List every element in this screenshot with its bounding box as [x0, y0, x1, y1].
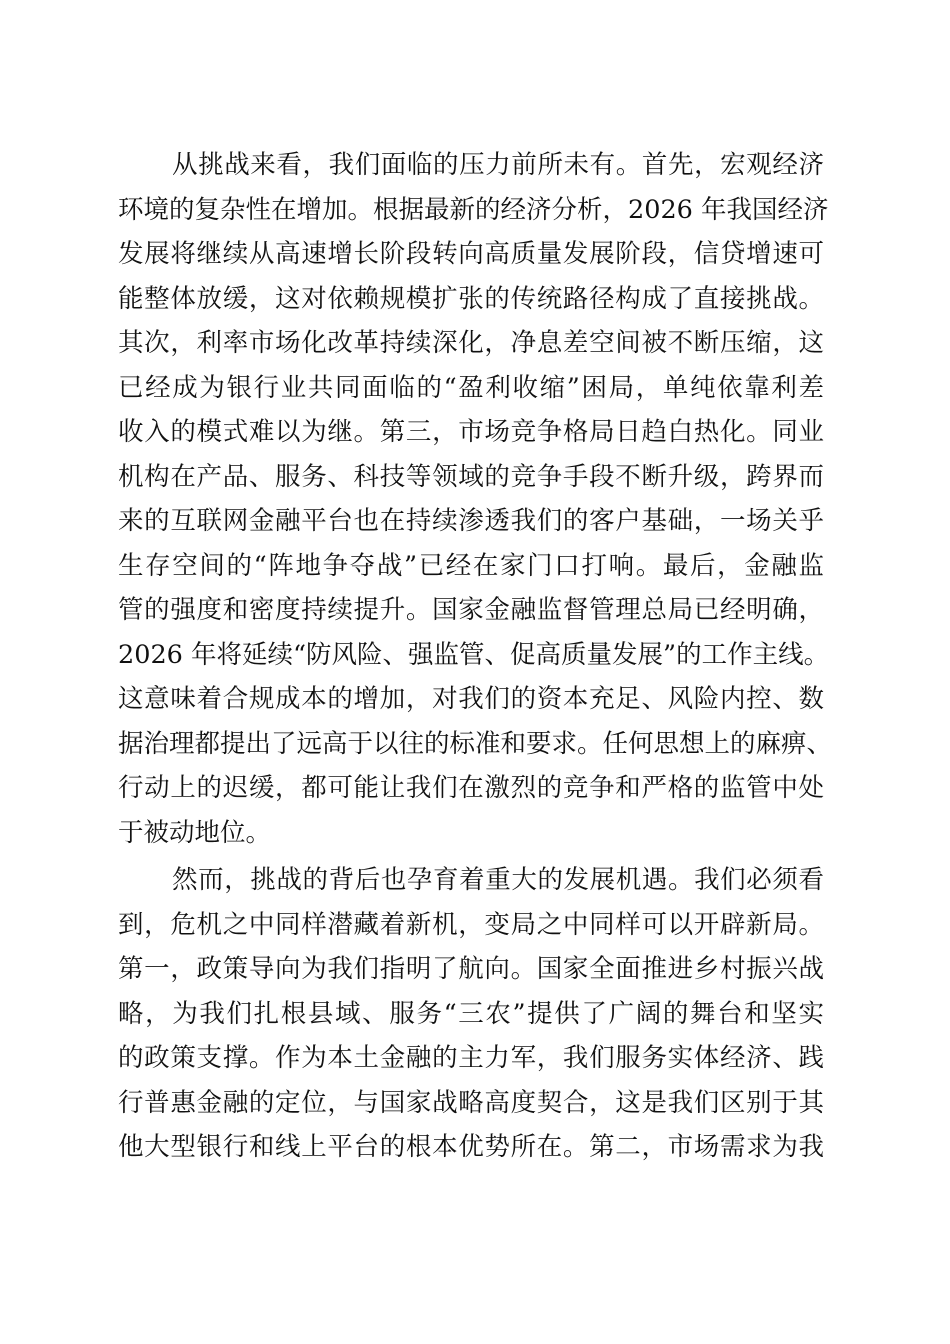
text-line: 环境的复杂性在增加。根据最新的经济分析，2026 年我国经济: [118, 194, 829, 225]
text-line: 第一，政策导向为我们指明了航向。国家全面推进乡村振兴战: [118, 954, 824, 984]
text-line: 发展将继续从高速增长阶段转向高质量发展阶段，信贷增速可: [118, 239, 824, 269]
text-line: 行动上的迟缓，都可能让我们在激烈的竞争和严格的监管中处: [118, 773, 824, 803]
text-line: 于被动地位。: [118, 817, 272, 848]
text-line: 他大型银行和线上平台的根本优势所在。第二，市场需求为我: [118, 1132, 824, 1162]
document-page: [118, 143, 833, 1170]
paragraph-opportunities: [118, 858, 824, 1170]
text-line: 略，为我们扎根县域、服务“三农”提供了广阔的舞台和坚实: [118, 998, 824, 1029]
text-line: 到，危机之中同样潜藏着新机，变局之中同样可以开辟新局。: [118, 909, 824, 940]
text-line: 能整体放缓，这对依赖规模扩张的传统路径构成了直接挑战。: [118, 283, 824, 314]
text-line: 管的强度和密度持续提升。国家金融监督管理总局已经明确，: [118, 595, 824, 625]
text-line: 然而，挑战的背后也孕育着重大的发展机遇。我们必须看: [172, 865, 824, 895]
text-line: 其次，利率市场化改革持续深化，净息差空间被不断压缩，这: [118, 328, 824, 358]
text-line: 生存空间的“阵地争夺战”已经在家门口打响。最后，金融监: [118, 550, 824, 581]
text-line: 收入的模式难以为继。第三，市场竞争格局日趋白热化。同业: [118, 417, 824, 447]
text-line: 来的互联网金融平台也在持续渗透我们的客户基础，一场关乎: [118, 506, 824, 536]
text-line: 已经成为银行业共同面临的“盈利收缩”困局，单纯依靠利差: [118, 372, 824, 403]
text-line: 的政策支撑。作为本土金融的主力军，我们服务实体经济、践: [118, 1043, 824, 1073]
text-line: 这意味着合规成本的增加，对我们的资本充足、风险内控、数: [118, 684, 824, 714]
text-line: 行普惠金融的定位，与国家战略高度契合，这是我们区别于其: [118, 1087, 824, 1118]
text-line: 2026 年将延续“防风险、强监管、促高质量发展”的工作主线。: [118, 639, 830, 670]
text-line: 据治理都提出了远高于以往的标准和要求。任何思想上的麻痹、: [118, 728, 833, 759]
text-line: 从挑战来看，我们面临的压力前所未有。首先，宏观经济: [172, 150, 824, 180]
paragraph-challenges: [118, 143, 833, 855]
text-line: 机构在产品、服务、科技等领域的竞争手段不断升级，跨界而: [118, 461, 824, 492]
